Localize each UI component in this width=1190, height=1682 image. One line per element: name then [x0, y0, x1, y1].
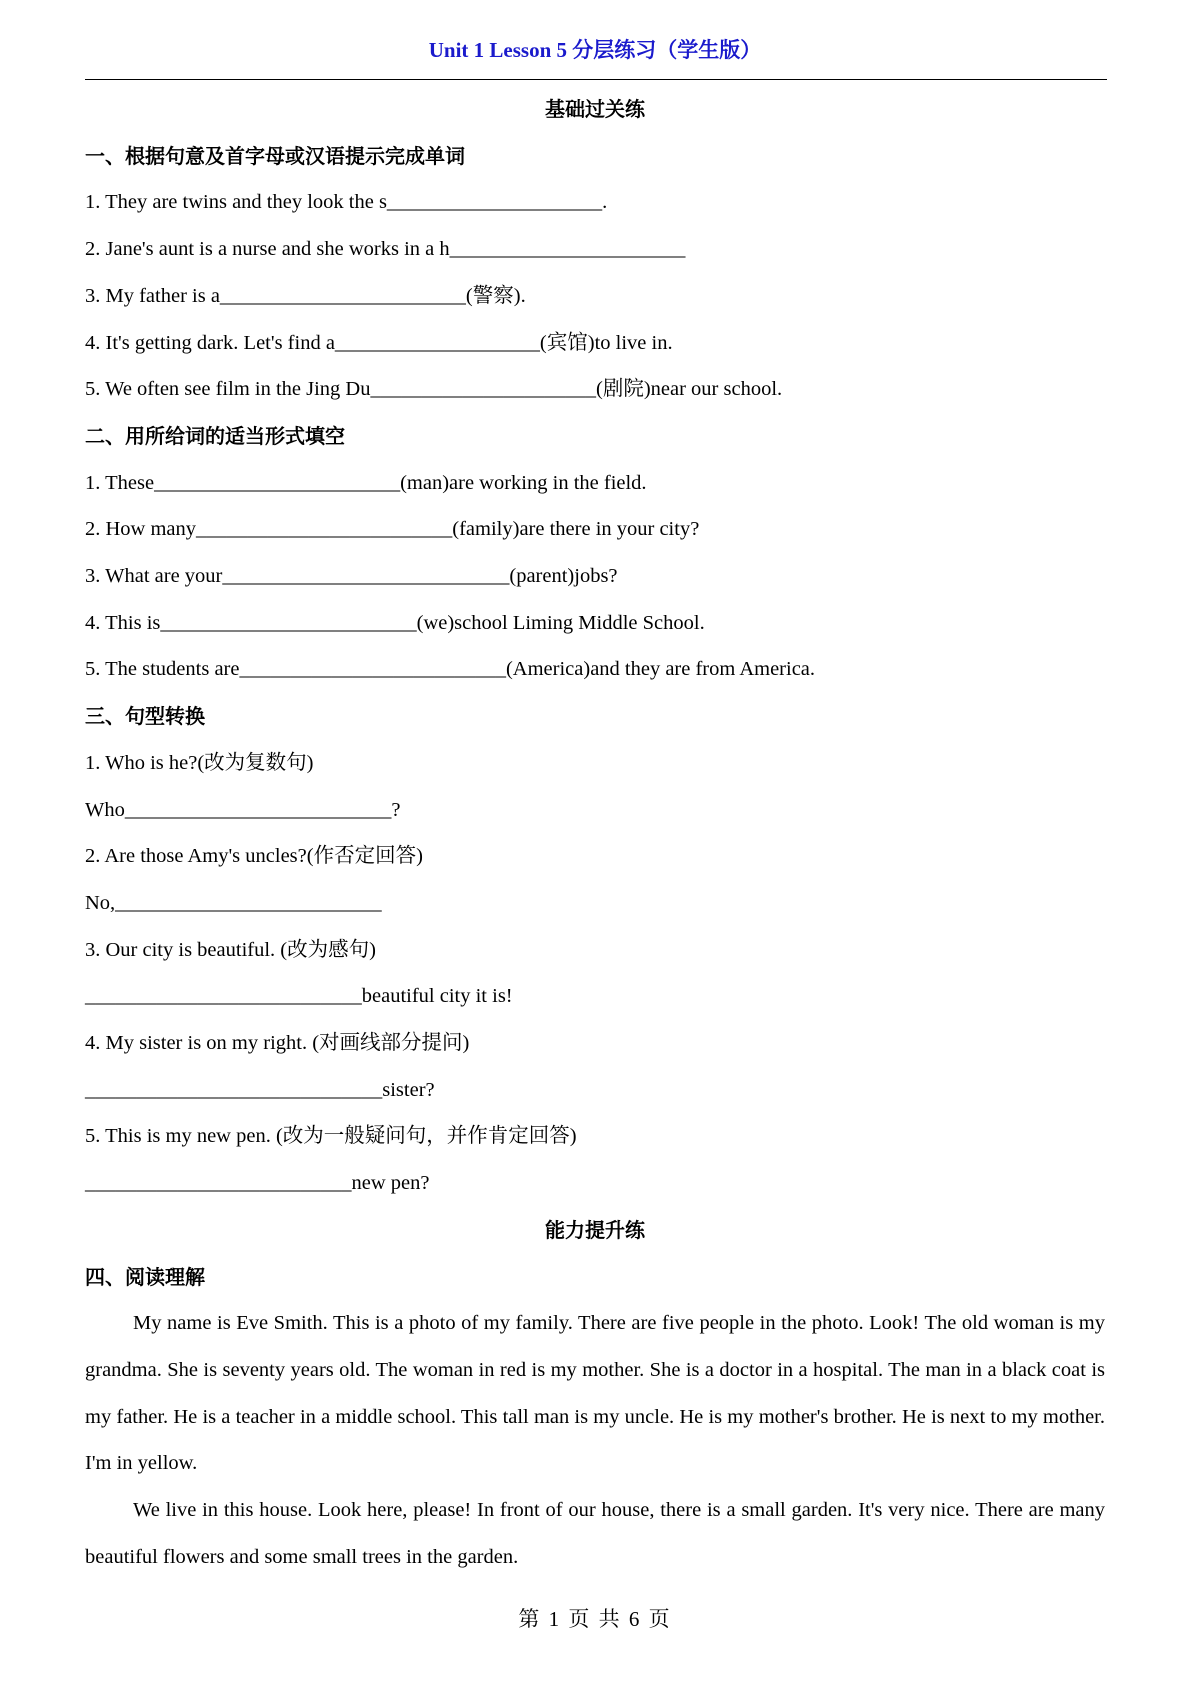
question-line: 4. This is_________________________(we)school Liming Middle School. — [85, 611, 705, 634]
part-heading-basic: 基础过关练 — [545, 97, 645, 121]
question-line: 1. They are twins and they look the s_____________________. — [85, 191, 608, 214]
header-rule — [85, 79, 1107, 80]
reading-paragraph: My name is Eve Smith. This is a photo of my family. There are five people in the photo. Look! The old woman is my grandma. She is seventy years old. The woman in red is my mother. She is a doctor in a hospital. The man in a black coat is my father. He is a teacher in a middle school. This tall man is my uncle. He is my mother's brother. He is next to my mother. I'm in yellow. — [85, 1312, 1105, 1475]
part-heading-advanced: 能力提升练 — [545, 1217, 645, 1242]
question-line: 3. My father is a________________________(警察). — [85, 284, 526, 307]
worksheet-body — [85, 86, 1105, 1581]
section-heading: 四、阅读理解 — [85, 1264, 205, 1289]
reading-paragraph: We live in this house. Look here, please! In front of our house, there is a small garden. It's very nice. There are many beautiful flowers and some small trees in the garden. — [85, 1499, 1105, 1568]
question-line: 1. Who is he?(改为复数句) — [85, 751, 314, 774]
question-line: 5. We often see film in the Jing Du______________________(剧院)near our school. — [85, 378, 783, 401]
section-heading: 一、根据句意及首字母或汉语提示完成单词 — [85, 143, 465, 168]
question-line: 5. This is my new pen. (改为一般疑问句，并作肯定回答) — [85, 1125, 577, 1148]
section-heading: 二、用所给词的适当形式填空 — [85, 423, 345, 448]
question-line: 4. My sister is on my right. (对画线部分提问) — [85, 1032, 470, 1055]
question-line: 5. The students are__________________________(America)and they are from America. — [85, 658, 816, 681]
question-line: 3. Our city is beautiful. (改为感句) — [85, 938, 376, 961]
question-line: 2. Are those Amy's uncles?(作否定回答) — [85, 845, 423, 868]
question-line: 4. It's getting dark. Let's find a____________________(宾馆)to live in. — [85, 331, 673, 354]
question-line: 3. What are your____________________________(parent)jobs? — [85, 565, 618, 588]
answer-line: _____________________________sister? — [85, 1078, 435, 1101]
section-heading: 三、句型转换 — [85, 704, 205, 729]
question-line: 2. Jane's aunt is a nurse and she works in a h_______________________ — [85, 238, 686, 261]
answer-line: No,__________________________ — [85, 891, 382, 914]
answer-line: __________________________new pen? — [85, 1172, 430, 1195]
page-number: 第 1 页 共 6 页 — [518, 1607, 672, 1631]
question-line: 2. How many_________________________(family)are there in your city? — [85, 518, 700, 541]
answer-line: ___________________________beautiful city it is! — [85, 985, 513, 1008]
question-line: 1. These________________________(man)are working in the field. — [85, 471, 647, 494]
answer-line: Who__________________________? — [85, 798, 401, 821]
document-title: Unit 1 Lesson 5 分层练习（学生版） — [428, 38, 762, 62]
